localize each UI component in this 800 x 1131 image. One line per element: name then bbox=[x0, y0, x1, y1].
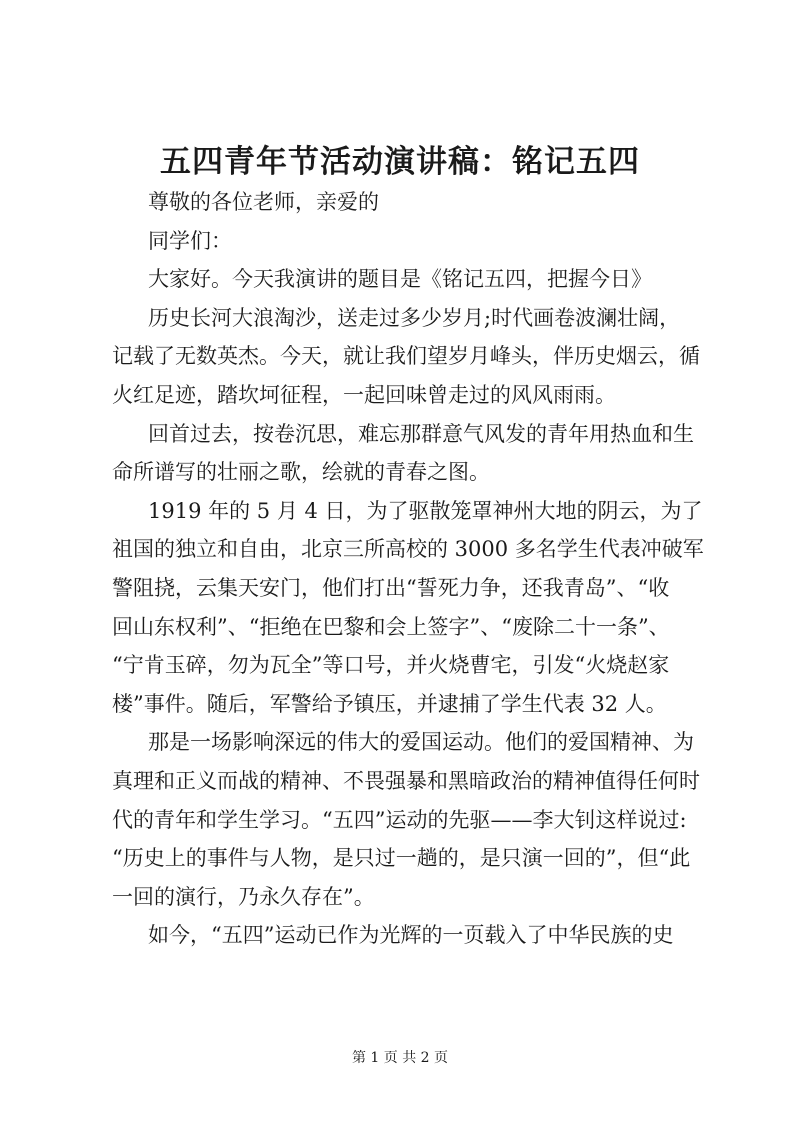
paragraph-line: 那是一场影响深远的伟大的爱国运动。他们的爱国精神、为 bbox=[148, 730, 694, 755]
paragraph-line: 真理和正义而战的精神、不畏强暴和黑暗政治的精神值得任何时 bbox=[112, 768, 700, 793]
paragraph-line: 回首过去，按卷沉思，难忘那群意气风发的青年用热血和生 bbox=[148, 421, 694, 446]
paragraph-line: 如今，“五四”运动已作为光辉的一页载入了中华民族的史 bbox=[148, 923, 674, 948]
paragraph-line: “宁肯玉碎，勿为瓦全”等口号，并火烧曹宅，引发“火烧赵家 bbox=[112, 653, 670, 678]
paragraph-line: 祖国的独立和自由，北京三所高校的 3000 多名学生代表冲破军 bbox=[112, 537, 704, 562]
paragraph-line: 警阻挠，云集天安门，他们打出“誓死力争，还我青岛”、“收 bbox=[112, 575, 670, 600]
paragraph-line: 楼”事件。随后，军警给予镇压，并逮捕了学生代表 32 人。 bbox=[112, 691, 667, 716]
paragraph-line: 大家好。今天我演讲的题目是《铭记五四，把握今日》 bbox=[148, 267, 652, 292]
paragraph-line: 记载了无数英杰。今天，就让我们望岁月峰头，伴历史烟云，循 bbox=[112, 344, 700, 369]
document-body bbox=[112, 183, 704, 955]
paragraph-line: 1919 年的 5 月 4 日，为了驱散笼罩神州大地的阴云，为了 bbox=[148, 498, 703, 523]
paragraph-line: 命所谱写的壮丽之歌，绘就的青春之图。 bbox=[112, 460, 490, 485]
paragraph-line: 回山东权利”、“拒绝在巴黎和会上签字”、“废除二十一条”、 bbox=[112, 614, 670, 639]
paragraph-line: 同学们： bbox=[148, 228, 232, 253]
paragraph-line: 尊敬的各位老师，亲爱的 bbox=[148, 190, 379, 214]
paragraph-line: 代的青年和学生学习。“五四”运动的先驱——李大钊这样说过: bbox=[112, 807, 687, 832]
paragraph-line: 一回的演行，乃永久存在”。 bbox=[112, 884, 375, 909]
paragraph-line: 火红足迹，踏坎坷征程，一起回味曾走过的风风雨雨。 bbox=[112, 382, 616, 407]
document-title: 五四青年节活动演讲稿：铭记五四 bbox=[160, 144, 640, 180]
paragraph-line: 历史长河大浪淘沙，送走过多少岁月;时代画卷波澜壮阔， bbox=[148, 305, 681, 330]
page-footer: 第 1 页 共 2 页 bbox=[351, 1050, 449, 1066]
paragraph-line: “历史上的事件与人物，是只过一趟的，是只演一回的”，但“此 bbox=[112, 846, 691, 871]
